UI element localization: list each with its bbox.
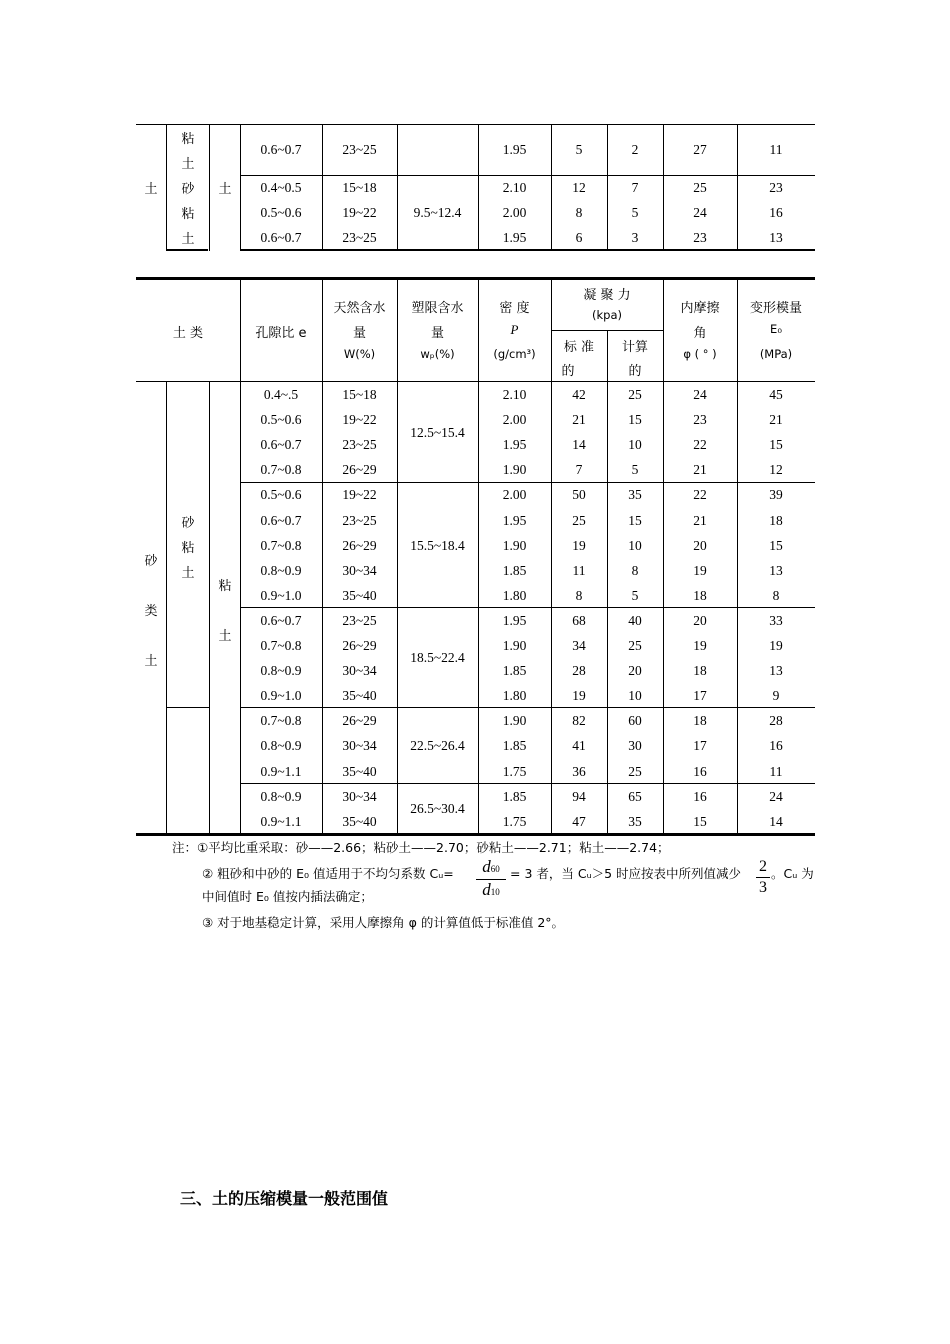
note-2-part-b: = 3 者，当 Cᵤ＞5 时应按表中所列值减少 (510, 866, 742, 881)
top-cell-friction-angle: 23 (693, 230, 707, 245)
top-cell-void-ratio: 0.6~0.7 (260, 230, 302, 245)
header-density-1: P (510, 322, 519, 337)
header-cohesion-0: 凝 聚 力 (583, 288, 631, 303)
cell-natural-water: 26~29 (342, 638, 377, 653)
cell-modulus: 9 (772, 688, 780, 704)
cell-cohesion-std: 68 (572, 612, 586, 628)
cell-modulus: 28 (769, 713, 783, 729)
note-2-line-2: 中间值时 E₀ 值按内插法确定； (202, 889, 373, 904)
header-cohesion-1: (kpa) (592, 308, 622, 322)
cell-density: 1.85 (502, 562, 527, 578)
group3-wp: 18.5~22.4 (410, 650, 465, 665)
cell-modulus: 16 (769, 738, 783, 754)
cell-modulus: 14 (769, 813, 783, 829)
cell-friction-angle: 20 (693, 612, 707, 628)
fraction-bar (476, 879, 506, 880)
cell-cohesion-calc: 20 (628, 663, 642, 679)
header-plastic-limit-2: wₚ(%) (420, 347, 455, 361)
cell-friction-angle: 18 (693, 713, 707, 729)
col3-label-1: 土 (218, 629, 232, 644)
cell-void-ratio: 0.7~0.8 (260, 713, 302, 729)
cell-density: 1.75 (502, 813, 527, 829)
col2-label-0: 砂 (181, 516, 195, 531)
group5-wp: 26.5~30.4 (410, 801, 465, 816)
cell-friction-angle: 20 (693, 537, 707, 553)
cell-void-ratio: 0.8~0.9 (260, 562, 302, 578)
cell-friction-angle: 21 (693, 462, 707, 478)
cell-cohesion-calc: 5 (631, 587, 639, 603)
top-group2-label-1: 粘 (181, 207, 195, 222)
cell-void-ratio: 0.6~0.7 (260, 612, 302, 628)
top-group2-label-0: 砂 (181, 182, 195, 197)
fraction2-bar (756, 877, 770, 878)
cell-modulus: 33 (769, 612, 783, 628)
cell-modulus: 15 (769, 537, 783, 553)
cell-natural-water: 26~29 (342, 462, 377, 478)
cell-natural-water: 35~40 (342, 688, 377, 704)
header-plastic-limit-0: 塑限含水 (411, 301, 464, 316)
cell-cohesion-std: 11 (572, 562, 586, 578)
cell-cohesion-calc: 40 (628, 612, 642, 628)
cell-friction-angle: 18 (693, 663, 707, 679)
cell-friction-angle: 19 (693, 638, 707, 653)
col1-label-2: 土 (144, 654, 158, 669)
cell-natural-water: 26~29 (342, 537, 377, 553)
header-modulus-1: E₀ (770, 322, 782, 336)
top-cell-cohesion-calc: 7 (631, 180, 639, 195)
cell-density: 1.85 (502, 738, 527, 754)
cell-cohesion-std: 47 (572, 813, 586, 829)
top-group2-label-2: 土 (181, 232, 195, 247)
header-friction-2: φ ( ° ) (683, 347, 717, 361)
cell-void-ratio: 0.7~0.8 (260, 462, 302, 478)
cell-natural-water: 30~34 (342, 788, 377, 804)
header-cohesion-std-1: 的 (561, 364, 575, 379)
fraction-num-sub: 60 (490, 864, 500, 874)
fraction-den-sub: 10 (490, 887, 500, 897)
cell-void-ratio: 0.9~1.1 (260, 813, 302, 829)
cell-void-ratio: 0.7~0.8 (260, 638, 302, 653)
top-group1-label-1: 土 (181, 157, 195, 172)
top-cell-natural-water: 19~22 (342, 205, 377, 220)
cell-cohesion-calc: 35 (628, 813, 642, 829)
fraction2-den: 3 (759, 879, 767, 896)
cell-modulus: 18 (769, 512, 783, 528)
cell-cohesion-calc: 25 (628, 638, 642, 653)
note-1: 注：①平均比重采取：砂——2.66；粘砂土——2.70；砂粘土——2.71；粘土——2.74； (172, 840, 670, 855)
cell-void-ratio: 0.7~0.8 (260, 537, 302, 553)
cell-density: 1.90 (502, 462, 527, 478)
top-cell-cohesion-calc: 3 (631, 230, 639, 245)
header-void-ratio: 孔隙比 e (255, 326, 307, 341)
cell-cohesion-std: 82 (572, 713, 586, 729)
header-natural-water-0: 天然含水 (333, 301, 386, 316)
top-cell-modulus: 13 (769, 230, 783, 245)
top-cell-density: 2.00 (502, 205, 527, 220)
cell-friction-angle: 22 (693, 487, 707, 503)
header-natural-water-1: 量 (352, 326, 366, 341)
cell-density: 1.95 (502, 437, 527, 453)
header-plastic-limit-1: 量 (430, 326, 444, 341)
cell-cohesion-calc: 15 (628, 412, 642, 428)
header-friction-1: 角 (693, 326, 707, 341)
header-modulus-0: 变形模量 (749, 301, 802, 316)
top-cell-cohesion-calc: 2 (631, 142, 639, 157)
header-density-2: (g/cm³) (493, 347, 536, 361)
top-cell-void-ratio: 0.4~0.5 (260, 180, 302, 195)
cell-cohesion-calc: 60 (628, 713, 642, 729)
cell-cohesion-std: 19 (572, 688, 586, 704)
cell-friction-angle: 16 (693, 788, 707, 804)
col2-label-2: 土 (181, 566, 195, 581)
cell-cohesion-calc: 10 (628, 437, 642, 453)
cell-modulus: 13 (769, 663, 783, 679)
header-friction-0: 内摩擦 (680, 301, 720, 316)
cell-cohesion-calc: 10 (628, 537, 642, 553)
cell-natural-water: 30~34 (342, 562, 377, 578)
top-cell-modulus: 11 (769, 142, 783, 157)
cell-density: 1.75 (502, 763, 527, 779)
cell-natural-water: 19~22 (342, 487, 377, 503)
top-cell-cohesion-std: 8 (575, 205, 583, 220)
group2-wp: 15.5~18.4 (410, 538, 465, 553)
cell-natural-water: 23~25 (342, 437, 377, 453)
top-cell-friction-angle: 27 (693, 142, 707, 157)
cell-cohesion-calc: 65 (628, 788, 642, 804)
cell-friction-angle: 18 (693, 587, 707, 603)
cell-friction-angle: 21 (693, 512, 707, 528)
cell-natural-water: 30~34 (342, 738, 377, 754)
cell-friction-angle: 17 (693, 738, 707, 754)
cell-density: 2.00 (502, 412, 527, 428)
col1-label-1: 类 (144, 604, 158, 619)
cell-cohesion-calc: 5 (631, 462, 639, 478)
cell-natural-water: 15~18 (342, 387, 377, 402)
cell-density: 1.95 (502, 512, 527, 528)
col2-label-1: 粘 (181, 541, 195, 556)
header-soil-type: 土 类 (172, 326, 204, 341)
cell-cohesion-std: 36 (572, 763, 586, 779)
top-main-class-label: 土 (144, 182, 158, 197)
cell-natural-water: 35~40 (342, 763, 377, 779)
header-cohesion-calc-1: 的 (628, 364, 642, 379)
note-2-fraction-d60-d10 (476, 858, 506, 901)
cell-cohesion-std: 50 (572, 487, 586, 503)
cell-modulus: 13 (769, 562, 783, 578)
note-3: ③ 对于地基稳定计算，采用人摩擦角 φ 的计算值低于标准值 2°。 (202, 915, 565, 930)
top-cell-natural-water: 15~18 (342, 180, 377, 195)
cell-cohesion-std: 21 (572, 412, 586, 428)
cell-cohesion-std: 14 (572, 437, 586, 453)
cell-void-ratio: 0.5~0.6 (260, 487, 302, 503)
top-cell-void-ratio: 0.6~0.7 (260, 142, 302, 157)
fraction-den: d (482, 880, 491, 899)
cell-modulus: 21 (769, 412, 783, 428)
cell-void-ratio: 0.8~0.9 (260, 663, 302, 679)
cell-natural-water: 26~29 (342, 713, 377, 729)
col1-label-0: 砂 (144, 554, 158, 569)
cell-natural-water: 19~22 (342, 412, 377, 428)
group4-wp: 22.5~26.4 (410, 738, 465, 753)
group1-wp: 12.5~15.4 (410, 425, 465, 440)
header-modulus-2: (MPa) (759, 347, 793, 361)
col3-label-0: 粘 (218, 579, 232, 594)
top-cell-void-ratio: 0.5~0.6 (260, 205, 302, 220)
cell-void-ratio: 0.8~0.9 (260, 788, 302, 804)
top-cell-friction-angle: 25 (693, 180, 707, 195)
note-2-part-a: ② 粗砂和中砂的 E₀ 值适用于不均匀系数 Cᵤ= (202, 866, 454, 881)
top-cell-density: 2.10 (502, 180, 527, 195)
cell-modulus: 24 (769, 788, 783, 804)
cell-density: 1.85 (502, 663, 527, 679)
cell-modulus: 39 (769, 487, 783, 503)
cell-friction-angle: 22 (693, 437, 707, 453)
header-cohesion-std-0: 标 准 (563, 340, 595, 355)
cell-cohesion-std: 28 (572, 663, 586, 679)
cell-natural-water: 35~40 (342, 813, 377, 829)
cell-cohesion-calc: 10 (628, 688, 642, 704)
cell-density: 1.80 (502, 688, 527, 704)
cell-friction-angle: 19 (693, 562, 707, 578)
cell-void-ratio: 0.6~0.7 (260, 437, 302, 453)
top-cell-density: 1.95 (502, 142, 527, 157)
cell-natural-water: 35~40 (342, 587, 377, 603)
header-natural-water-2: W(%) (343, 347, 376, 361)
top-cell-cohesion-std: 6 (575, 230, 583, 245)
cell-cohesion-std: 41 (572, 738, 586, 754)
top-cell-friction-angle: 24 (693, 205, 707, 220)
cell-cohesion-std: 34 (572, 638, 586, 653)
cell-cohesion-std: 8 (575, 587, 583, 603)
cell-void-ratio: 0.4~.5 (263, 387, 299, 402)
top-cell-cohesion-calc: 5 (631, 205, 639, 220)
cell-void-ratio: 0.9~1.0 (260, 587, 302, 603)
cell-cohesion-calc: 25 (628, 763, 642, 779)
fraction-num: d (482, 857, 491, 876)
cell-density: 1.90 (502, 713, 527, 729)
cell-density: 1.90 (502, 537, 527, 553)
top-sub-class-label: 土 (218, 182, 232, 197)
cell-void-ratio: 0.8~0.9 (260, 738, 302, 754)
cell-natural-water: 30~34 (342, 663, 377, 679)
cell-void-ratio: 0.6~0.7 (260, 512, 302, 528)
top-cell-modulus: 23 (769, 180, 783, 195)
cell-modulus: 12 (769, 462, 783, 478)
top-cell-natural-water: 23~25 (342, 142, 377, 157)
cell-friction-angle: 15 (693, 813, 707, 829)
cell-natural-water: 23~25 (342, 512, 377, 528)
cell-cohesion-std: 42 (572, 387, 586, 402)
top-cell-natural-water: 23~25 (342, 230, 377, 245)
cell-void-ratio: 0.9~1.1 (260, 763, 302, 779)
cell-friction-angle: 24 (693, 387, 707, 402)
cell-cohesion-std: 94 (572, 788, 586, 804)
cell-cohesion-std: 7 (575, 462, 583, 478)
cell-modulus: 11 (769, 763, 783, 779)
top-group2-wp: 9.5~12.4 (413, 205, 462, 220)
cell-cohesion-calc: 30 (628, 738, 642, 754)
cell-cohesion-calc: 35 (628, 487, 642, 503)
cell-modulus: 45 (769, 387, 783, 402)
fraction2-num: 2 (759, 858, 767, 875)
cell-density: 2.00 (502, 487, 527, 503)
cell-modulus: 8 (772, 587, 780, 603)
top-cell-density: 1.95 (502, 230, 527, 245)
cell-density: 1.80 (502, 587, 527, 603)
top-cell-modulus: 16 (769, 205, 783, 220)
cell-cohesion-calc: 15 (628, 512, 642, 528)
cell-friction-angle: 17 (693, 688, 707, 704)
cell-modulus: 15 (769, 437, 783, 453)
note-2-fraction-two-thirds (756, 858, 770, 897)
header-cohesion-calc-0: 计算 (621, 340, 648, 355)
cell-cohesion-calc: 25 (628, 387, 642, 402)
cell-density: 2.10 (502, 387, 527, 402)
cell-friction-angle: 16 (693, 763, 707, 779)
header-density-0: 密 度 (499, 301, 530, 316)
cell-friction-angle: 23 (693, 412, 707, 428)
cell-cohesion-std: 25 (572, 512, 586, 528)
cell-density: 1.95 (502, 612, 527, 628)
top-cell-cohesion-std: 12 (572, 180, 586, 195)
section-heading: 三、土的压缩模量一般范围值 (180, 1189, 389, 1208)
cell-void-ratio: 0.9~1.0 (260, 688, 302, 704)
cell-cohesion-std: 19 (572, 537, 586, 553)
note-2-part-c: 。Cᵤ 为 (771, 866, 814, 881)
top-group1-label-0: 粘 (181, 132, 195, 147)
cell-cohesion-calc: 8 (631, 562, 639, 578)
top-cell-cohesion-std: 5 (575, 142, 583, 157)
cell-density: 1.90 (502, 638, 527, 653)
cell-void-ratio: 0.5~0.6 (260, 412, 302, 428)
cell-density: 1.85 (502, 788, 527, 804)
cell-modulus: 19 (769, 638, 783, 653)
cell-natural-water: 23~25 (342, 612, 377, 628)
